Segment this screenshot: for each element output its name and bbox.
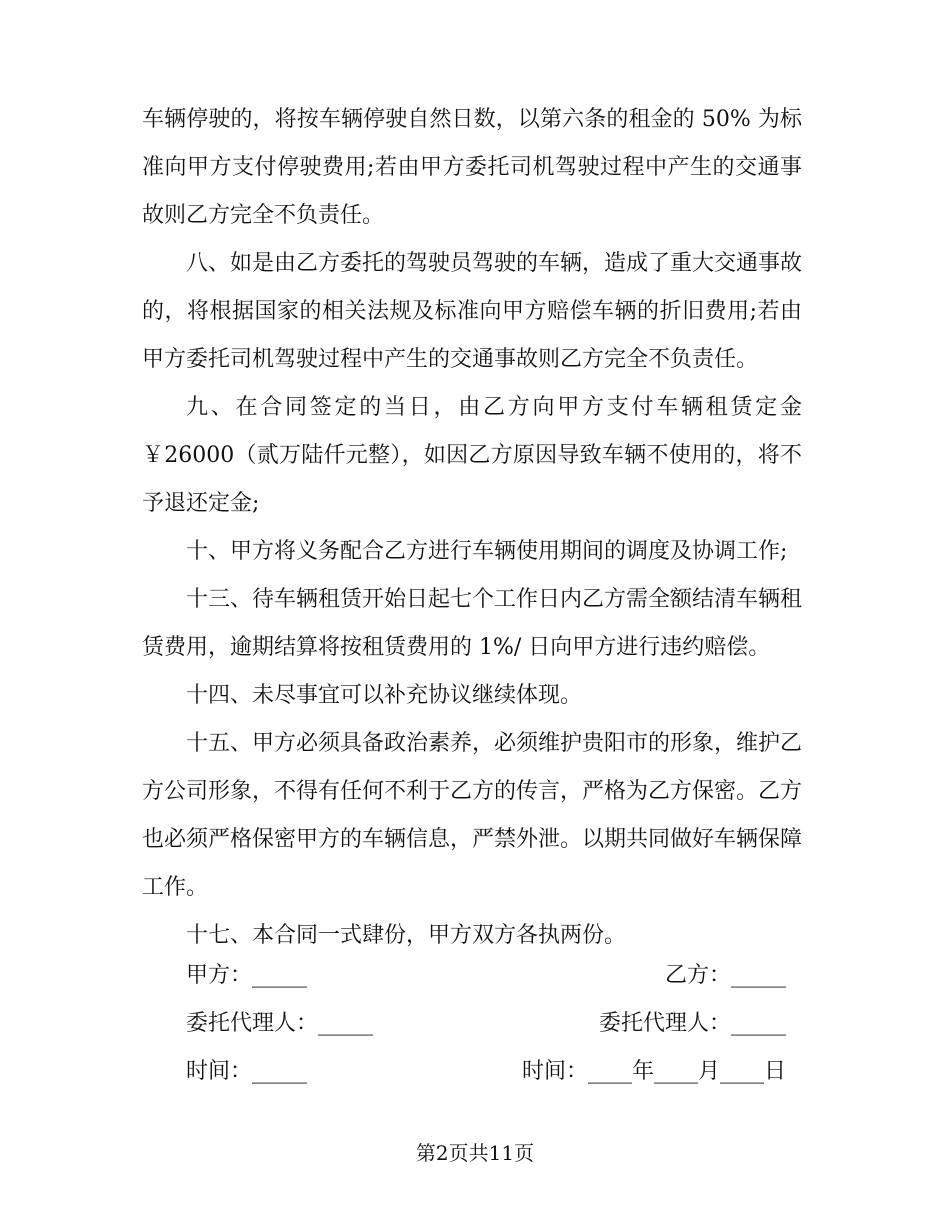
- date-a-field: 时间：_____: [186, 1059, 308, 1084]
- signature-row-parties: [0, 952, 950, 1000]
- contract-body: [142, 96, 802, 960]
- paragraph-article-17: 十七、本合同一式肆份，甲方双方各执两份。: [186, 923, 627, 948]
- party-a-signature: 甲方：_____: [186, 963, 308, 988]
- agent-a-signature: 委托代理人：_____: [186, 1011, 374, 1036]
- paragraph-article-14: 十四、未尽事宜可以补充协议继续体现。: [186, 683, 583, 708]
- signature-row-agents: [0, 1000, 950, 1048]
- party-b-signature: 乙方：_____: [664, 963, 786, 988]
- agent-b-signature: 委托代理人：_____: [598, 1011, 786, 1036]
- paragraph-article-8: 八、如是由乙方委托的驾驶员驾驶的车辆，造成了重大交通事故的，将根据国家的相关法规及标准向甲方赔偿车辆的折旧费用;若由甲方委托司机驾驶过程中产生的交通事故则乙方完全不负责任。: [142, 251, 803, 372]
- paragraph-article-10: 十、甲方将义务配合乙方进行车辆使用期间的调度及协调工作;: [186, 539, 788, 564]
- date-b-field: 时间：____年____月____日: [521, 1059, 786, 1084]
- paragraph-article-9: 九、在合同签定的当日，由乙方向甲方支付车辆租赁定金￥26000（贰万陆仟元整），如因乙方原因导致车辆不使用的，将不予退还定金;: [142, 395, 802, 516]
- page-number-footer: 第2页共11页: [415, 1141, 535, 1165]
- signature-row-dates: [0, 1048, 950, 1096]
- paragraph-continued: 车辆停驶的，将按车辆停驶自然日数，以第六条的租金的 50% 为标准向甲方支付停驶费用;若由甲方委托司机驾驶过程中产生的交通事故则乙方完全不负责任。: [142, 107, 802, 228]
- paragraph-article-13: 十三、待车辆租赁开始日起七个工作日内乙方需全额结清车辆租赁费用，逾期结算将按租赁费用的 1%/ 日向甲方进行违约赔偿。: [142, 587, 803, 660]
- paragraph-article-15: 十五、甲方必须具备政治素养，必须维护贵阳市的形象，维护乙方公司形象，不得有任何不利于乙方的传言，严格为乙方保密。乙方也必须严格保密甲方的车辆信息，严禁外泄。以期共同做好车辆保障工作。: [142, 731, 803, 900]
